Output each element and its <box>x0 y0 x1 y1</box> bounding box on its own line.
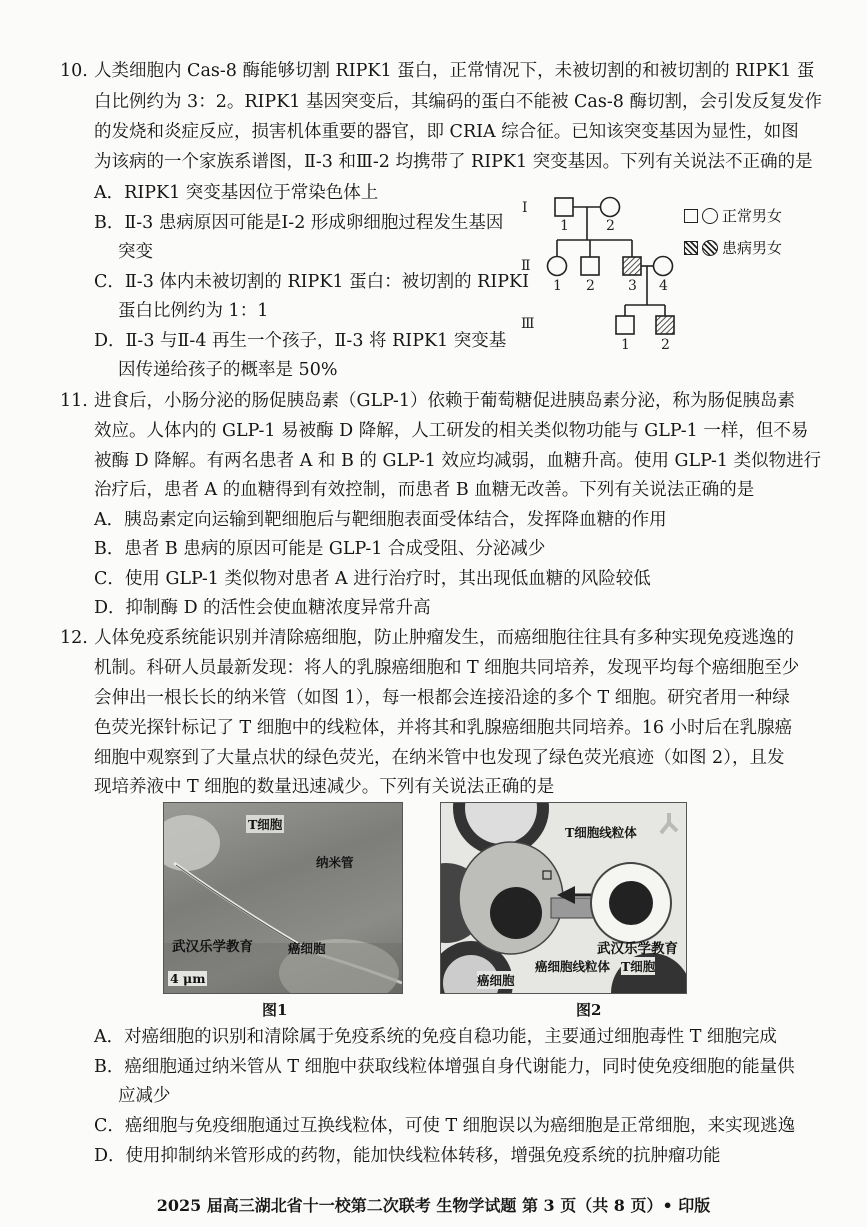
ped-num: 2 <box>661 337 670 353</box>
q10-stem-line: 的发烧和炎症反应，损害机体重要的器官，即 CRIA 综合征。已知该突变基因为显性，如图 <box>94 122 799 142</box>
q11-option-a: A．胰岛素定向运输到靶细胞后与靶细胞表面受体结合，发挥降血糖的作用 <box>94 510 667 530</box>
q12-option-c: C．癌细胞与免疫细胞通过互换线粒体，可使 T 细胞误以为癌细胞是正常细胞，来实现逃逸 <box>94 1116 796 1136</box>
q11-stem-line: 效应。人体内的 GLP-1 易被酶 D 降解，人工研发的相关类似物功能与 GLP-1 一样，但不易 <box>94 421 809 441</box>
fig1-label-tcell: T细胞 <box>248 817 283 832</box>
gen2-male-2 <box>581 257 599 275</box>
ped-num: 2 <box>606 218 615 234</box>
q12-stem-line: 现培养液中 T 细胞的数量迅速减少。下列有关说法正确的是 <box>94 777 555 797</box>
q10-option-c: C．Ⅱ-3 体内未被切割的 RIPK1 蛋白：被切割的 RIPKI <box>94 272 530 292</box>
q10-option-d: D．Ⅱ-3 与Ⅱ-4 再生一个孩子，Ⅱ-3 将 RIPK1 突变基 <box>94 331 507 351</box>
q10-stem-line: 人类细胞内 Cas-8 酶能够切割 RIPK1 蛋白，正常情况下，未被切割的和被切割的 RIPK1 蛋 <box>94 61 815 81</box>
pedigree-chart <box>515 190 695 355</box>
q11-stem-line: 被酶 D 降解。有两名患者 A 和 B 的 GLP-1 效应均减弱，血糖升高。使用 GLP-1 类似物进行 <box>94 451 822 471</box>
gen2-male-3-affected <box>623 257 641 275</box>
q10-option-c-cont: 蛋白比例约为 1：1 <box>118 301 269 321</box>
legend-normal <box>684 206 782 226</box>
ped-num: 3 <box>628 278 637 294</box>
q12-option-b-cont: 应减少 <box>118 1086 171 1106</box>
gen1-label: Ⅰ <box>522 200 528 216</box>
gen1-female-2 <box>601 198 620 217</box>
gen2-female-1 <box>548 257 567 276</box>
fig2-label-tcell: T细胞 <box>621 959 656 974</box>
gen3-male-2-affected <box>656 316 674 334</box>
q12-stem-line: 人体免疫系统能识别并清除癌细胞，防止肿瘤发生，而癌细胞往往具有多种实现免疫逃逸的 <box>94 628 794 648</box>
fig2-label-tcell-mito: T细胞线粒体 <box>565 825 637 840</box>
q10-option-b: B．Ⅱ-3 患病原因可能是Ⅰ-2 形成卵细胞过程发生基因 <box>94 213 504 233</box>
q10-stem-line: 白比例约为 3：2。RIPK1 基因突变后，其编码的蛋白不能被 Cas-8 酶切割，会引发反复发作 <box>94 92 822 112</box>
normal-male-square-icon <box>684 209 698 223</box>
q10-stem-line: 为该病的一个家族系谱图，Ⅱ-3 和Ⅲ-2 均携带了 RIPK1 突变基因。下列有关说法不正确的是 <box>94 152 813 172</box>
q11-option-c: C．使用 GLP-1 类似物对患者 A 进行治疗时，其出现低血糖的风险较低 <box>94 569 651 589</box>
legend-normal-label: 正常男女 <box>722 207 783 225</box>
fig1-label-cancer-cell: 癌细胞 <box>288 941 326 956</box>
gen2-label: Ⅱ <box>521 258 531 274</box>
q11-option-b: B．患者 B 患病的原因可能是 GLP-1 合成受阻、分泌减少 <box>94 539 546 559</box>
q10-option-b-cont: 突变 <box>118 242 153 262</box>
figure2-caption: 图2 <box>576 1001 602 1019</box>
gen3-label: Ⅲ <box>521 316 535 332</box>
gen2-female-4 <box>654 257 673 276</box>
q10-option-d-cont: 因传递给孩子的概率是 50% <box>118 360 338 380</box>
q11-option-d: D．抑制酶 D 的活性会使血糖浓度异常升高 <box>94 598 431 618</box>
q12-option-b: B．癌细胞通过纳米管从 T 细胞中获取线粒体增强自身代谢能力，同时使免疫细胞的能量供 <box>94 1057 795 1077</box>
q11-number: 11. <box>60 391 88 411</box>
ped-num: 1 <box>621 337 630 353</box>
fig2-label-cancer-cell: 癌细胞 <box>477 973 515 988</box>
affected-male-square-icon <box>684 241 698 255</box>
fig2-watermark: 武汉乐学教育 <box>597 941 678 957</box>
page-footer: 2025 届高三湖北省十一校第二次联考 生物学试题 第 3 页（共 8 页）• 印版 <box>156 1196 711 1215</box>
fig1-label-nanotube: 纳米管 <box>316 855 354 870</box>
q10-option-a: A．RIPK1 突变基因位于常染色体上 <box>94 183 379 203</box>
q12-number: 12. <box>60 628 88 648</box>
ped-num: 4 <box>659 278 668 294</box>
antibody-icon <box>661 813 677 833</box>
figure1-caption: 图1 <box>262 1001 288 1019</box>
q12-stem-line: 会伸出一根长长的纳米管（如图 1），每一根都会连接沿途的多个 T 细胞。研究者用一种绿 <box>94 688 790 708</box>
q12-stem-line: 机制。科研人员最新发现：将人的乳腺癌细胞和 T 细胞共同培养，发现平均每个癌细胞至少 <box>94 658 800 678</box>
ped-num: 1 <box>560 218 569 234</box>
q12-option-d: D．使用抑制纳米管形成的药物，能加快线粒体转移，增强免疫系统的抗肿瘤功能 <box>94 1146 721 1166</box>
affected-female-circle-icon <box>702 240 718 256</box>
q12-stem-line: 色荧光探针标记了 T 细胞中的线粒体，并将其和乳腺癌细胞共同培养。16 小时后在乳腺癌 <box>94 718 793 738</box>
figure2-schematic <box>440 802 687 994</box>
q10-number: 10. <box>60 61 88 81</box>
q12-option-a: A．对癌细胞的识别和清除属于免疫系统的免疫自稳功能，主要通过细胞毒性 T 细胞完成 <box>94 1027 777 1047</box>
fig1-watermark: 武汉乐学教育 <box>172 939 253 955</box>
figure1-micrograph <box>163 802 403 994</box>
gen3-male-1 <box>616 316 634 334</box>
q12-stem-line: 细胞中观察到了大量点状的绿色荧光，在纳米管中也发现了绿色荧光痕迹（如图 2），且发 <box>94 748 785 768</box>
fig1-scale-bar: 4 μm <box>170 971 206 986</box>
normal-female-circle-icon <box>702 208 718 224</box>
fig2-label-cancer-mito: 癌细胞线粒体 <box>535 959 611 974</box>
gen1-male-1 <box>555 198 573 216</box>
legend-affected-label: 患病男女 <box>722 239 783 257</box>
legend-affected <box>684 238 782 258</box>
ped-num: 2 <box>586 278 595 294</box>
q11-stem-line: 治疗后，患者 A 的血糖得到有效控制，而患者 B 血糖无改善。下列有关说法正确的是 <box>94 480 755 500</box>
ped-num: 1 <box>553 278 562 294</box>
q11-stem-line: 进食后，小肠分泌的肠促胰岛素（GLP-1）依赖于葡萄糖促进胰岛素分泌，称为肠促胰岛素 <box>94 391 795 411</box>
